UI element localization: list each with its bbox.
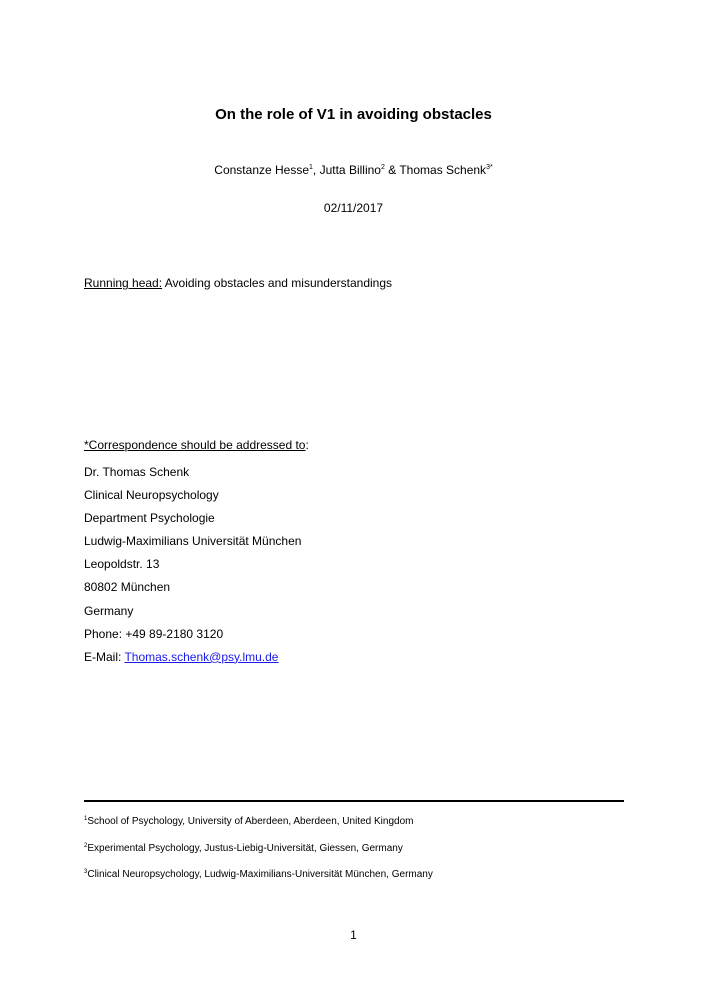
author-name: Thomas Schenk [399,163,487,177]
affiliation-text: Clinical Neuropsychology, Ludwig-Maximilians-Universität München, Germany [87,869,433,880]
correspondence-label: *Correspondence should be addressed to [84,438,306,452]
affiliation-mark: 3 [84,869,88,875]
running-head-text: Avoiding obstacles and misunderstandings [162,276,393,290]
paper-title: On the role of V1 in avoiding obstacles [215,106,492,123]
affiliation-mark: 1 [309,164,313,171]
address-line: 80802 München [84,580,171,595]
paper-date: 02/11/2017 [323,201,384,215]
affiliation-footnote [84,869,433,880]
email-label: E-Mail: [84,649,125,664]
affiliation-footnote [84,816,413,827]
address-line: Ludwig-Maximilians Universität München [84,534,302,549]
affiliation-mark: 2 [380,164,385,171]
affiliation-text: School of Psychology, University of Aberdeen, Aberdeen, United Kingdom [87,816,414,827]
running-head-label: Running head: [84,276,163,290]
affiliation-mark: 2 [84,843,88,849]
running-head [84,276,392,290]
affiliation-mark: 3* [486,164,493,171]
page-number: 1 [350,928,357,942]
affiliation-footnote [84,843,403,854]
author-name: Jutta Billino [319,163,381,177]
author-name: Constanze Hesse [214,163,310,177]
address-line: Germany [84,603,134,618]
author-separator: & [384,163,400,177]
address-line: Dr. Thomas Schenk [84,465,190,479]
correspondence-address [84,464,301,672]
affiliation-text: Experimental Psychology, Justus-Liebig-Universität, Giessen, Germany [87,843,403,854]
footnote-divider [84,800,624,802]
author-separator: , [312,163,320,177]
author-line [0,163,707,177]
email-line [84,649,301,672]
address-line: Department Psychologie [84,511,215,526]
correspondence-colon: : [305,438,309,452]
email-link[interactable]: Thomas.schenk@psy.lmu.de [124,649,279,664]
affiliation-mark: 1 [84,816,88,822]
address-line: Clinical Neuropsychology [84,488,219,503]
address-line: Phone: +49 89-2180 3120 [84,626,224,641]
correspondence-heading [84,438,309,452]
address-line: Leopoldstr. 13 [84,557,160,572]
